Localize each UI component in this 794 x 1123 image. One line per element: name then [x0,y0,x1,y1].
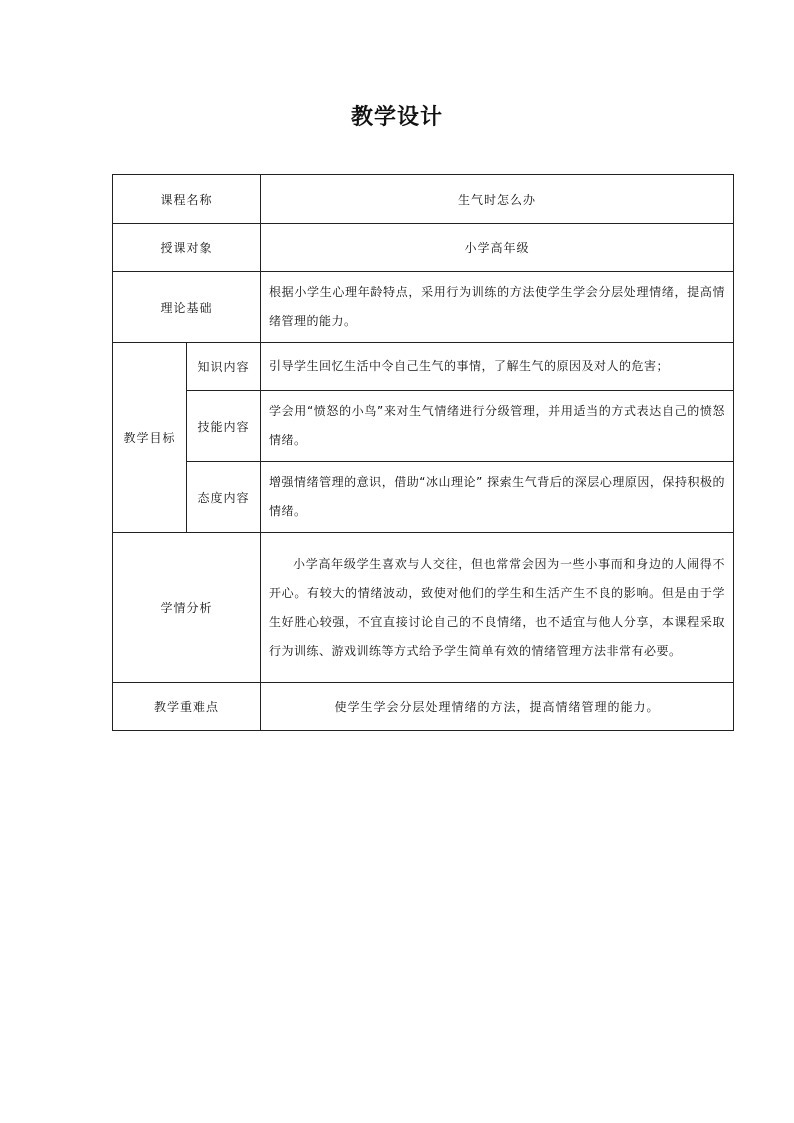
table-row [113,683,734,731]
goal-knowledge-label: 知识内容 [187,343,261,391]
course-name-label: 课程名称 [113,175,261,224]
table-row [113,462,734,533]
key-points-label: 教学重难点 [113,683,261,731]
analysis-label: 学情分析 [113,533,261,683]
goal-knowledge-value: 引导学生回忆生活中令自己生气的事情，了解生气的原因及对人的危害； [261,343,734,391]
audience-value: 小学高年级 [261,224,734,272]
table-row [113,272,734,343]
goal-attitude-label: 态度内容 [187,462,261,533]
table-row [113,224,734,272]
table-row [113,533,734,683]
key-points-value: 使学生学会分层处理情绪的方法，提高情绪管理的能力。 [261,683,734,731]
theory-value: 根据小学生心理年龄特点，采用行为训练的方法使学生学会分层处理情绪，提高情绪管理的能力。 [261,272,734,343]
table-row [113,343,734,391]
course-name-value: 生气时怎么办 [261,175,734,224]
table-row [113,175,734,224]
goals-label: 教学目标 [113,343,187,533]
table-row [113,391,734,462]
analysis-value: 小学高年级学生喜欢与人交往，但也常常会因为一些小事而和身边的人闹得不开心。有较大的情绪波动，致使对他们的学生和生活产生不良的影响。但是由于学生好胜心较强，不宜直接讨论自己的不良情绪，也不适宜与他人分享，本课程采取行为训练、游戏训练等方式给予学生简单有效的情绪管理方法非常有必要。 [261,533,734,683]
goal-skill-label: 技能内容 [187,391,261,462]
lesson-design-table [112,174,734,731]
theory-label: 理论基础 [113,272,261,343]
goal-attitude-value: 增强情绪管理的意识，借助“冰山理论” 探索生气背后的深层心理原因，保持积极的情绪。 [261,462,734,533]
audience-label: 授课对象 [113,224,261,272]
goal-skill-value: 学会用“愤怒的小鸟”来对生气情绪进行分级管理，并用适当的方式表达自己的愤怒情绪。 [261,391,734,462]
document-title: 教学设计 [350,105,443,130]
